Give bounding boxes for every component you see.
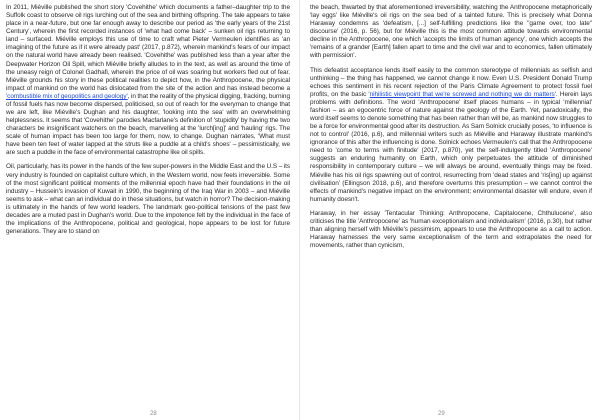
left-paragraph-1-text-a: In 2011, Miéville published the short story 'Covehithe' which documents a father–daughter trip to the Suffolk coast to observe oil rigs lurching out of the sea and birthing offspring. The tale appears to take place in a near-future, but one far enough away to describe our period as 'the early years of the 21st Century', wherein the first recorded instances of 'what had come back' – sunken oil rigs returning to land – surfaced. Miéville employs this use of time to craft what Pieter Vermeulen identifies as 'an imagining of the future as if it were already past' (2017, p.872), wherein mankind's fears of our impact on the natural world have already been realised. 'Covehithe' was published less than a year after the Deepwater Horizon Oil Spill, which Miéville briefly alludes to in the text, as well as around the time of the uneasy reign of Colonel Gadhafi, wherein the price of oil was soaring but workers fled out of fear. Miéville grounds his story in these political realities to depict how, in the Anthropocene, the physical impact of mankind on the world has dislocated from the site of the action and has instead become a xyxy=(6,4,290,92)
page-number-left: 28 xyxy=(150,411,157,417)
right-paragraph-1: the beach, thwarted by that aforementioned irreversibility, watching the Anthropocene metaphorically 'lay eggs' like Miéville's oil rigs on the sea bed of a tainted future. This is precisely what Donna Haraway condemns as 'defeatism, [...] self-fulfilling predictions like the "game over, too late" discourse' (2016, p. 56), but for Miéville this is the most common attitude towards environmental decline in the Anthropocene, one which 'accepts the limits of human agency', one which accepts the 'remains of a grander [Earth] fallen apart to time and the civil war and to economics, fallen ultimately with permission'. xyxy=(310,4,592,60)
left-paragraph-2: Oil, particularly, has its power in the hands of the few super-powers in the Middle East and the U.S – its very industry is founded on capitalist culture which, in the Western world, now feels irreversible. Some of the most significant political moments of the millennial epoch have had their foundations in the oil industry – Hussein's invasion of Kuwait in 1990, the beginning of the Iraq War in 2003 – and Miéville seems to ask – what can an individual do in these situations, but watch in horror? The decision-making is ultimately in the hands of few world leaders. The landmark geo-political tensions of the past few decades are a muted past in Dughan's world. Due to the impotence felt by the individual in the face of the implications of the Anthropocene, political and geological, hope appears to be lost for future generations. They are to stand on xyxy=(6,163,290,236)
right-page xyxy=(300,0,600,420)
left-paragraph-1-text-b: , in that the reality of the physical digging, fracking, burning of fossil fuels has now become dispersed, politicised, so out of reach for the everyman to change that we are left, like Miéville's Dughan and his daughter, 'looking into the sea' with an overwhelming helplessness. It seems that 'Covehithe' parodies Macfarlane's definition of 'stupidity' by having the two characters be insignificant watchers on the beach, marvelling at the 'lurch[ing]' and 'hauling' rigs. The scale of human impact has been too large for them, now, to change. Dughan narrates, 'What must have been ten feet of water lapped at the struts like a puddle at a child's shoes' – pessimistically, we are such a puddle in the face of environmental catastrophe like oil spills. xyxy=(6,92,290,157)
left-paragraph-1 xyxy=(6,4,290,157)
right-paragraph-2-text-b: '. Herein lays problems with definitions. The word 'Anthropocene' itself places humans – in typical 'millennial' fashion – as an egocentric force of nature against the geology of the Earth. Yet, paradoxically, the word itself seems to denote something that has been rather than will be, as mankind now struggles to be a force for environmental good after its destruction. As Sam Solnick crucially poses, 'to influence is not to control' (2016, p.6), and millennial writers such as Miéville and Haraway illustrate mankind's ignorance of this after the influencing is done. Solnick echoes Vermeulen's call that the Anthropocene need to 'come to terms with finitude' (2017, p.870), yet the self-indulgently titled 'Anthropocene' suggests an enduring humanity on Earth, which only perpetuates the attitude of diminished responsibility in contemporary culture – we will always be around, eventually things may be fixed. Miéville has his oil rigs spawning out of control, resurrecting from 'dead states and 'ris[ing] up against civilisation' (Ellingson 2018, p.6), and therefore overturns this presumption – we cannot control the effects of mankind's negative impact on the environment; environmental disaster will endure, even if humanity doesn't. xyxy=(310,90,592,203)
geopolitics-link[interactable]: 'combustible mix of geopolitics and geology' xyxy=(6,92,128,100)
nihilistic-viewpoint-link[interactable]: nihilistic viewpoint that we're screwed and nothing we do matters xyxy=(369,90,555,98)
right-paragraph-2-text-a: This defeatist acceptance lends itself easily to the common stereotype of millennials as selfish and unthinking – the thing has happened, we cannot change it now. Even U.S. President Donald Trump echoes this sentiment in his recent rejection of the Paris Climate Agreement to protect fossil fuel profits, on the basic ' xyxy=(310,66,592,98)
right-paragraph-3: Haraway, in her essay 'Tentacular Thinking: Anthropocene, Capitalocene, Chthulucene', also criticises the title 'Anthropocene' as 'human exceptionalism and individualism' (2016, p.30), but rather than aligning herself with Miéville's pessimism, appears to use the Anthropocene as a call to action. Haraway harnesses the very same exceptionalism of the term and extrapolates the need for movements, rather than cynicism, xyxy=(310,209,592,250)
page-number-right: 29 xyxy=(438,411,445,417)
right-paragraph-2 xyxy=(310,67,592,204)
